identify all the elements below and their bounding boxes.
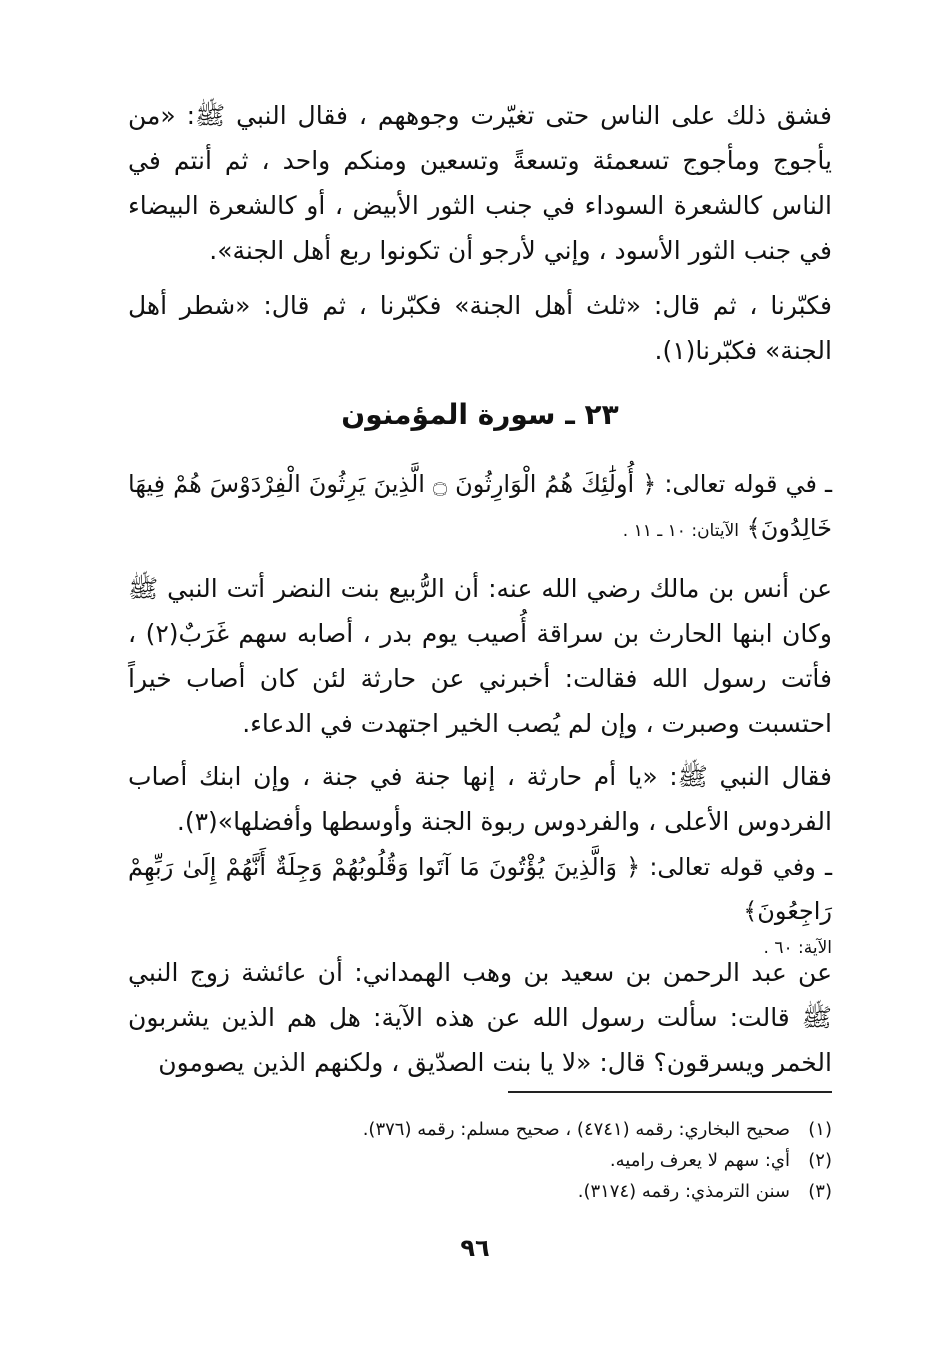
verse-block-2 — [128, 845, 832, 963]
paragraph-3: عن أنس بن مالك رضي الله عنه: أن الرُّبيع بنت النضر أتت النبي ﷺ وكان ابنها الحارث بن سراقة أُصيب يوم بدر ، أصابه سهم غَرَبٌ(٢) ، فأتت رسول الله فقالت: أخبرني عن حارثة لئن كان أصاب خيراً احتسبت وصبرت ، وإن لم يُصب الخير اجتهدت في الدعاء. — [128, 574, 832, 738]
footnote-3: (٣) سنن الترمذي: رقمه (٣١٧٤). — [577, 1181, 832, 1202]
paragraph-5: عن عبد الرحمن بن سعيد بن وهب الهمداني: أن عائشة زوج النبي ﷺ قالت: سألت رسول الله عن هذه الآية: هل هم الذين يشربون الخمر ويسرقون؟ قال: «لا يا بنت الصدّيق ، ولكنهم الذين يصومون — [128, 958, 832, 1077]
paragraph-4: فقال النبي ﷺ: «يا أم حارثة ، إنها جنة في جنة ، وإن ابنك أصاب الفردوس الأعلى ، والفردوس ربوة الجنة وأوسطها وأفضلها»(٣). — [128, 762, 832, 836]
body-text-middle — [128, 566, 832, 844]
section-heading: ٢٣ ـ سورة المؤمنون — [341, 398, 619, 431]
footnote-2: (٢) أي: سهم لا يعرف راميه. — [609, 1150, 832, 1171]
verse-block-1 — [128, 462, 832, 553]
footnotes — [240, 1114, 832, 1207]
verse-1-text: ـ في قوله تعالى: ﴿ أُولَٰئِكَ هُمُ الْوَارِثُونَ ۝ الَّذِينَ يَرِثُونَ الْفِرْدَوْسَ هُمْ فِيهَا خَالِدُونَ﴾ — [128, 470, 832, 542]
page-number: ٩٦ — [460, 1234, 490, 1262]
body-text-bottom — [128, 950, 832, 1085]
verse-2-text: ـ وفي قوله تعالى: ﴿ وَالَّذِينَ يُؤْتُونَ مَا آتَوا وَقُلُوبُهُمْ وَجِلَةٌ أَنَّهُمْ إِلَىٰ رَبِّهِمْ رَاجِعُونَ﴾ — [128, 853, 832, 925]
footnote-1: (١) صحيح البخاري: رقمه (٤٧٤١) ، صحيح مسلم: رقمه (٣٧٦). — [362, 1119, 832, 1140]
body-text-top — [128, 93, 832, 373]
paragraph-1: فشق ذلك على الناس حتى تغيّرت وجوههم ، فقال النبي ﷺ: «من يأجوج ومأجوج تسعمئة وتسعةً وتسعين ومنكم واحد ، ثم أنتم في الناس كالشعرة السوداء في جنب الثور الأبيض ، أو كالشعرة البيضاء في جنب الثور الأسود ، وإني لأرجو أن تكونوا ربع أهل الجنة». — [128, 101, 832, 265]
paragraph-2: فكبّرنا ، ثم قال: «ثلث أهل الجنة» فكبّرنا ، ثم قال: «شطر أهل الجنة» فكبّرنا(١). — [128, 291, 832, 365]
verse-1-ref: الآيتان: ١٠ ـ ١١ . — [622, 521, 740, 541]
footnote-divider — [508, 1091, 832, 1093]
verse-2-ref: الآية: ٦٠ . — [763, 938, 832, 958]
